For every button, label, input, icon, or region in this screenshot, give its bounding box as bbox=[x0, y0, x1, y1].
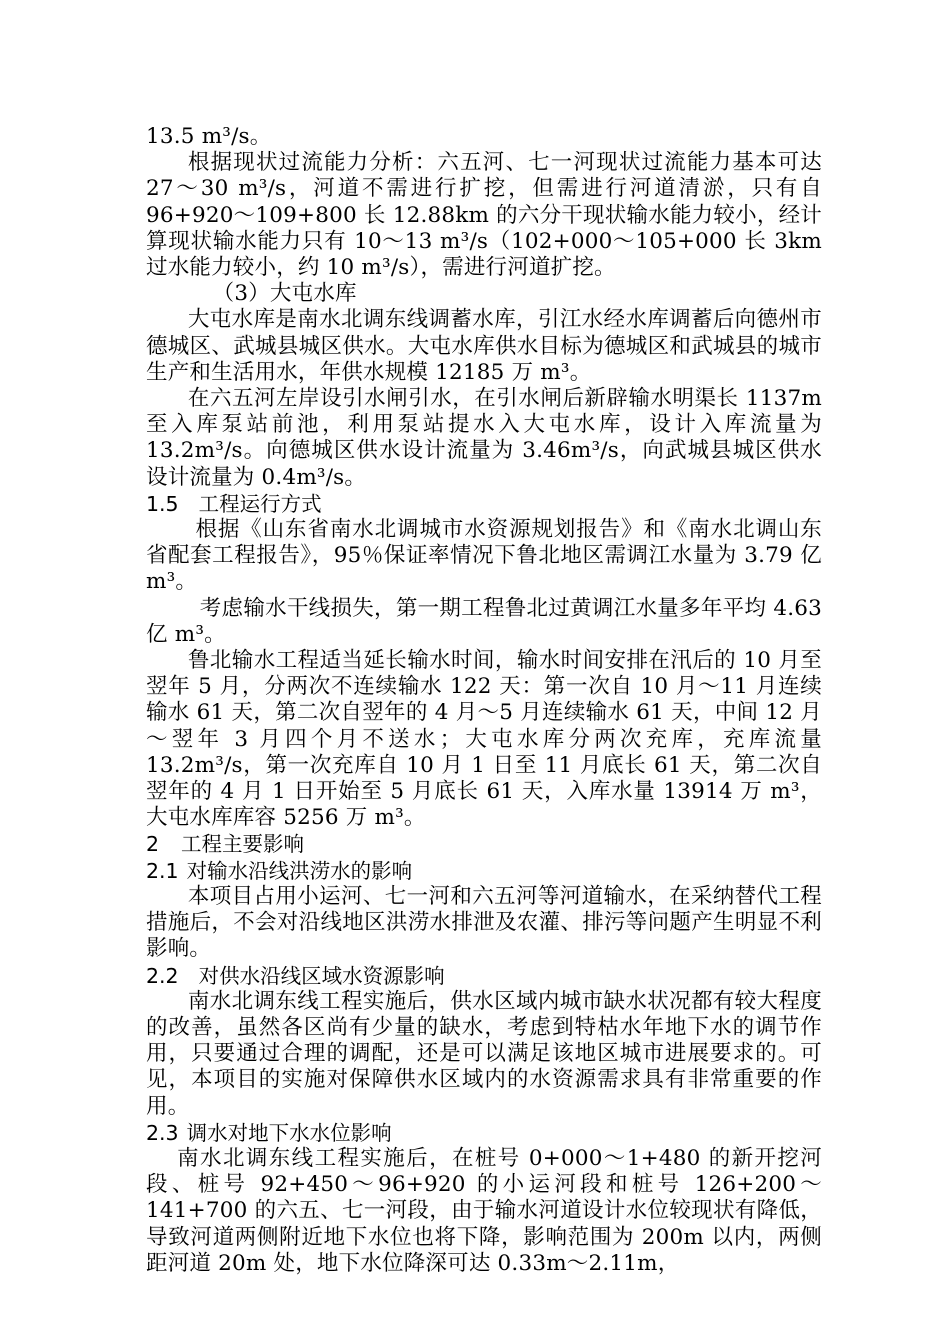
paragraph-water-demand: 根据《山东省南水北调城市水资源规划报告》和《南水北调山东省配套工程报告》，95％保证率情况下鲁北地区需调江水量为 3.79 亿 m³。 bbox=[146, 517, 822, 595]
section-number: 2.3 bbox=[146, 1120, 179, 1145]
section-title: 工程运行方式 bbox=[198, 491, 322, 516]
paragraph-transfer-volume: 考虑输水干线损失，第一期工程鲁北过黄调江水量多年平均 4.63 亿 m³。 bbox=[146, 595, 822, 647]
paragraph-intake-gate: 在六五河左岸设引水闸引水，在引水闸后新辟输水明渠长 1137m 至入库泵站前池，利用泵站提水入大屯水库，设计入库流量为 13.2m³/s。向德城区供水设计流量为 3.46m³/s，向武城县城区供水设计流量为 0.4m³/s。 bbox=[146, 386, 822, 490]
paragraph-flow-rate-continued: 13.5 m³/s。 bbox=[146, 124, 272, 149]
section-heading-2-3 bbox=[146, 1120, 822, 1146]
document-body bbox=[146, 124, 822, 1277]
section-number: 1.5 bbox=[146, 491, 179, 516]
paragraph-flow-capacity-analysis: 根据现状过流能力分析：六五河、七一河现状过流能力基本可达 27～30 m³/s，河道不需进行扩挖，但需进行河道清淤，只有自 96+920～109+800 长 12.88km 的六分干现状输水能力较小，经计算现状输水能力只有 10～13 m³/s（102+000～105+000 长 3km 过水能力较小，约 10 m³/s），需进行河道扩挖。 bbox=[146, 150, 822, 281]
section-number: 2.1 bbox=[146, 858, 179, 883]
paragraph-groundwater-impact: 南水北调东线工程实施后，在桩号 0+000～1+480 的新开挖河段、桩号 92+450～96+920 的小运河段和桩号 126+200～141+700 的六五、七一河段，由于输水河道设计水位较现状有降低，导致河道两侧附近地下水位也将下降，影响范围为 200m 以内，两侧距河道 20m 处，地下水位降深可达 0.33m～2.11m， bbox=[146, 1145, 822, 1276]
subsection-title-datun-reservoir: （3）大屯水库 bbox=[212, 281, 357, 307]
paragraph-water-resources-impact: 南水北调东线工程实施后，供水区域内城市缺水状况都有较大程度的改善，虽然各区尚有少量的缺水，考虑到特枯水年地下水的调节作用，只要通过合理的调配，还是可以满足该地区城市进展要求的。可见，本项目的实施对保障供水区域内的水资源需求具有非常重要的作用。 bbox=[146, 988, 822, 1119]
paragraph-operation-schedule: 鲁北输水工程适当延长输水时间，输水时间安排在汛后的 10 月至翌年 5 月，分两次不连续输水 122 天：第一次自 10 月～11 月连续输水 61 天，第二次自翌年的 4 月～5 月连续输水 61 天，中间 12 月～翌年 3 月四个月不送水；大屯水库分两次充库，充库流量 13.2m³/s，第一次充库自 10 月 1 日至 11 月底长 61 天，第二次自翌年的 4 月 1 日开始至 5 月底长 61 天，入库水量 13914 万 m³，大屯水库库容 5256 万 m³。 bbox=[146, 648, 822, 831]
section-heading-2 bbox=[146, 831, 822, 857]
section-heading-1-5 bbox=[146, 491, 822, 517]
paragraph-flood-impact: 本项目占用小运河、七一河和六五河等河道输水，在采纳替代工程措施后，不会对沿线地区洪涝水排泄及农灌、排污等问题产生明显不利影响。 bbox=[146, 883, 822, 962]
paragraph-datun-reservoir-overview: 大屯水库是南水北调东线调蓄水库，引江水经水库调蓄后向德州市德城区、武城县城区供水。大屯水库供水目标为德城区和武城县的城市生产和生活用水，年供水规模 12185 万 m³。 bbox=[146, 307, 822, 385]
section-number: 2.2 bbox=[146, 963, 179, 988]
section-number: 2 bbox=[146, 832, 160, 857]
section-title: 调水对地下水水位影响 bbox=[186, 1120, 392, 1145]
section-heading-2-2 bbox=[146, 963, 822, 989]
section-heading-2-1 bbox=[146, 858, 822, 884]
section-title: 工程主要影响 bbox=[181, 832, 305, 857]
section-title: 对输水沿线洪涝水的影响 bbox=[186, 858, 413, 883]
section-title: 对供水沿线区域水资源影响 bbox=[198, 963, 445, 988]
